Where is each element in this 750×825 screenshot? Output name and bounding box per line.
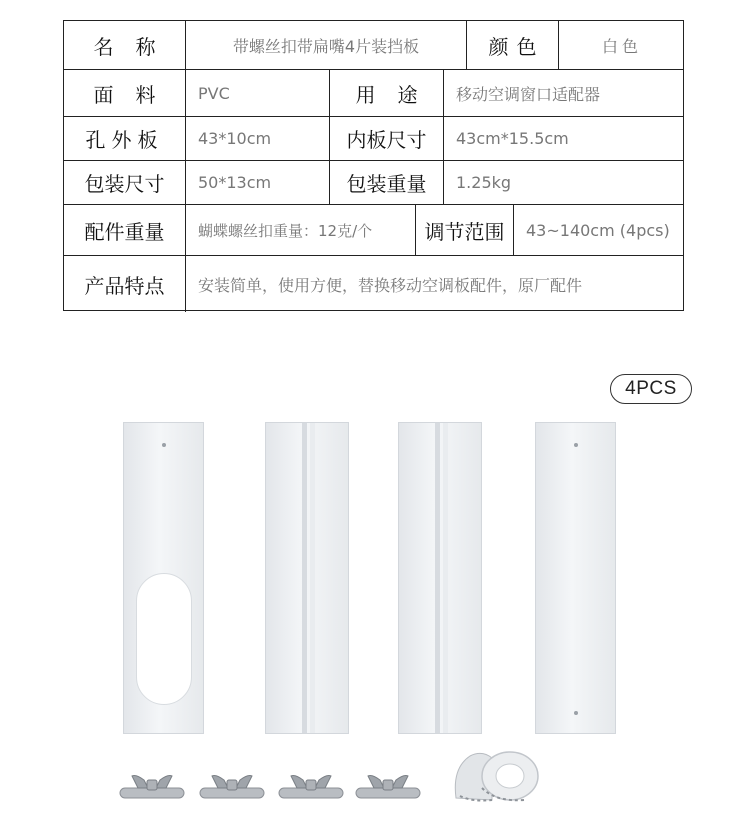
value-package-weight: 1.25kg — [443, 161, 685, 204]
spec-table — [63, 20, 684, 311]
spec-row-material — [64, 70, 683, 117]
label-name: 名称 — [93, 34, 178, 59]
label-adjust-range: 调节范围 — [415, 205, 513, 255]
quantity-badge: 4PCS — [610, 374, 692, 404]
label-features: 产品特点 — [84, 273, 165, 298]
panel-adjustable-1 — [265, 422, 349, 734]
hose-opening — [136, 573, 192, 705]
label-usage: 用途 — [329, 70, 443, 116]
value-usage: 移动空调窗口适配器 — [443, 70, 685, 116]
panel-adjustable-2 — [398, 422, 482, 734]
value-name: 带螺丝扣带扁嘴4片装挡板 — [185, 21, 466, 69]
value-material: PVC — [185, 70, 329, 116]
screw-hole — [574, 443, 578, 447]
spec-row-name — [64, 21, 683, 70]
label-color: 颜色 — [466, 21, 558, 69]
wing-nut-icon — [277, 770, 345, 802]
screw-hole — [574, 711, 578, 715]
spec-row-accessory-weight — [64, 205, 683, 256]
value-features: 安装简单，使用方便，替换移动空调板配件，原厂配件 — [185, 256, 685, 312]
panel-rail — [435, 423, 440, 733]
spec-row-outer-panel — [64, 117, 683, 161]
panel-end — [535, 422, 616, 734]
value-adjust-range: 43~140cm (4pcs) — [513, 205, 685, 255]
value-outer-panel: 43*10cm — [185, 117, 329, 160]
panel-rail — [302, 423, 307, 733]
label-package-size: 包装尺寸 — [84, 172, 165, 196]
screw-hole — [162, 443, 166, 447]
sealing-tape-icon — [452, 748, 544, 804]
wing-nut-icon — [198, 770, 266, 802]
spec-row-features — [64, 256, 683, 312]
value-inner-panel-size: 43cm*15.5cm — [443, 117, 685, 160]
value-accessory-weight: 蝴蝶螺丝扣重量：12克/个 — [185, 205, 415, 255]
label-accessory-weight: 配件重量 — [84, 219, 165, 244]
panel-rail — [310, 423, 315, 733]
label-inner-panel-size: 内板尺寸 — [329, 117, 443, 160]
value-color: 白色 — [558, 21, 685, 69]
value-package-size: 50*13cm — [185, 161, 329, 204]
label-outer-panel: 孔外板 — [85, 128, 164, 152]
label-material: 面料 — [93, 82, 178, 107]
wing-nut-icon — [118, 770, 186, 802]
panel-with-opening — [123, 422, 204, 734]
panel-rail — [443, 423, 448, 733]
wing-nut-icon — [354, 770, 422, 802]
spec-row-package-size — [64, 161, 683, 205]
label-package-weight: 包装重量 — [329, 161, 443, 204]
